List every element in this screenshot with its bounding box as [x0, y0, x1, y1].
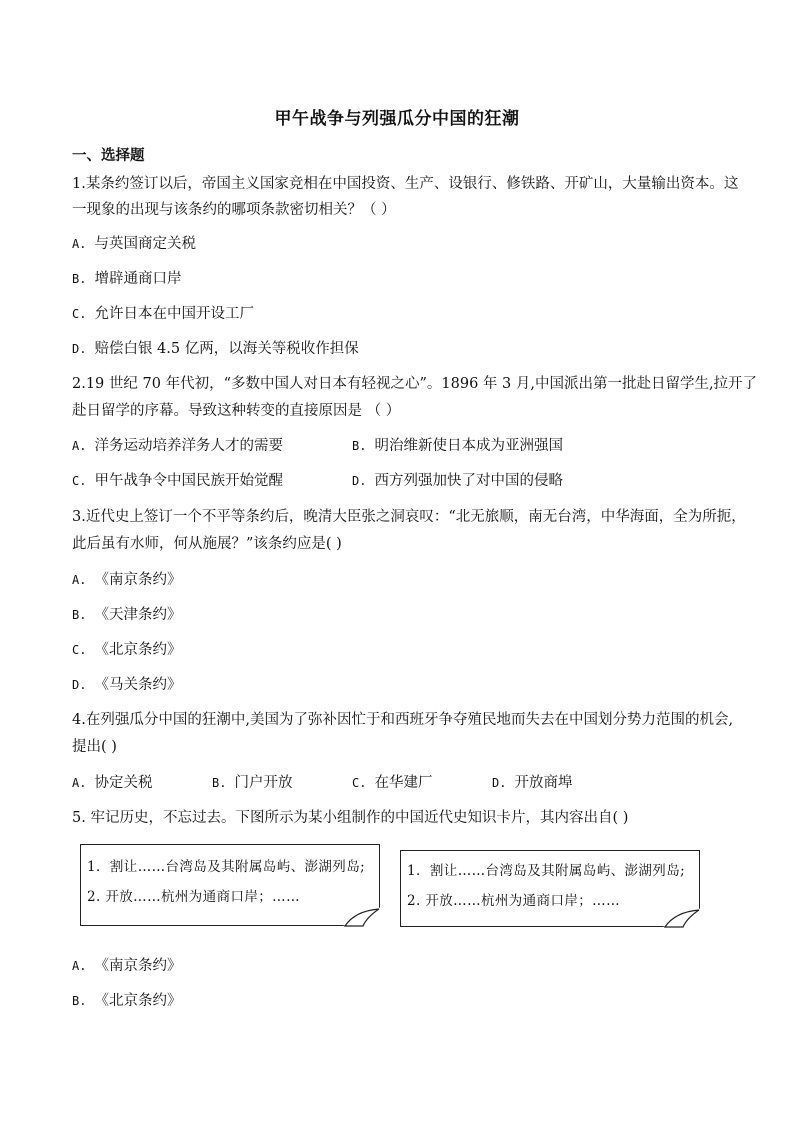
- option-label: A.: [72, 776, 87, 790]
- knowledge-card-right: [400, 850, 700, 927]
- card-row-2: 2. 开放……杭州为通商口岸；……: [87, 889, 300, 905]
- option-text: 赔偿白银 4.5 亿两，以海关等税收作担保: [94, 341, 359, 357]
- option-label: D.: [352, 474, 367, 488]
- option-text: 明治维新使日本成为亚洲强国: [374, 438, 563, 454]
- option-label: B.: [72, 994, 87, 1008]
- option-label: A.: [72, 439, 87, 453]
- q3-option-d[interactable]: [72, 673, 181, 694]
- q4-option-b[interactable]: [212, 771, 292, 792]
- page-title: 甲午战争与列强瓜分中国的狂潮: [274, 109, 520, 129]
- option-label: A.: [72, 959, 87, 973]
- option-label: D.: [72, 342, 87, 356]
- card-row-1: 1．割让……台湾岛及其附属岛屿、澎湖列岛;: [87, 859, 366, 875]
- option-label: B.: [72, 608, 87, 622]
- option-label: B.: [352, 439, 367, 453]
- q1-stem-line2: 一现象的出现与该条约的哪项条款密切相关？（ ）: [72, 202, 396, 218]
- q4-option-d[interactable]: [492, 771, 572, 792]
- option-text: 《马关条约》: [94, 677, 182, 693]
- option-text: 在华建厂: [374, 775, 433, 791]
- q1-option-d[interactable]: [72, 337, 359, 358]
- page-curl-icon: [341, 907, 381, 927]
- q1-option-a[interactable]: [72, 232, 196, 253]
- q3-stem-line1: 3.近代史上签订一个不平等条约后，晚清大臣张之洞哀叹：“北无旅顺，南无台湾，中华海面，全为所扼，: [72, 509, 746, 525]
- q5-stem: 5. 牢记历史，不忘过去。下图所示为某小组制作的中国近代史知识卡片，其内容出自( ): [72, 810, 629, 826]
- knowledge-card-left: [80, 844, 380, 926]
- section-heading: 一、选择题: [72, 147, 145, 164]
- option-label: A.: [72, 237, 87, 251]
- q2-option-c[interactable]: [72, 469, 283, 490]
- q1-option-c[interactable]: [72, 302, 254, 323]
- page-curl-icon: [661, 908, 701, 928]
- option-text: 允许日本在中国开设工厂: [94, 306, 254, 322]
- option-text: 《北京条约》: [94, 993, 182, 1009]
- q3-stem-line2: 此后虽有水师，何从施展？”该条约应是( ): [72, 536, 342, 552]
- option-text: 《南京条约》: [94, 572, 182, 588]
- option-label: B.: [212, 776, 227, 790]
- option-label: A.: [72, 573, 87, 587]
- card-row-1: 1．割让……台湾岛及其附属岛屿、澎湖列岛;: [407, 863, 686, 879]
- q3-option-c[interactable]: [72, 638, 181, 659]
- option-text: 增辟通商口岸: [94, 271, 182, 287]
- q2-stem-line1: 2.19 世纪 70 年代初，“多数中国人对日本有轻视之心”。1896 年 3 月,中国派出第一批赴日留学生,拉开了: [72, 376, 758, 392]
- q5-option-b[interactable]: [72, 989, 181, 1010]
- q2-option-a[interactable]: [72, 434, 283, 455]
- option-text: 甲午战争令中国民族开始觉醒: [94, 473, 283, 489]
- option-label: C.: [352, 776, 367, 790]
- option-text: 洋务运动培养洋务人才的需要: [94, 438, 283, 454]
- q1-option-b[interactable]: [72, 267, 181, 288]
- q1-stem-line1: 1.某条约签订以后，帝国主义国家竞相在中国投资、生产、设银行、修铁路、开矿山，大量输出资本。这: [72, 176, 739, 192]
- q4-option-c[interactable]: [352, 771, 432, 792]
- option-text: 协定关税: [94, 775, 153, 791]
- q3-option-a[interactable]: [72, 568, 181, 589]
- option-label: D.: [72, 678, 87, 692]
- option-text: 与英国商定关税: [94, 236, 196, 252]
- option-label: C.: [72, 307, 87, 321]
- option-label: B.: [72, 272, 87, 286]
- card-row-2: 2. 开放……杭州为通商口岸；……: [407, 893, 620, 909]
- q4-stem-line1: 4.在列强瓜分中国的狂潮中,美国为了弥补因忙于和西班牙争夺殖民地而失去在中国划分势力范围的机会,: [72, 712, 734, 728]
- option-text: 《天津条约》: [94, 607, 182, 623]
- option-text: 《北京条约》: [94, 642, 182, 658]
- option-label: C.: [72, 474, 87, 488]
- option-text: 《南京条约》: [94, 958, 182, 974]
- q5-option-a[interactable]: [72, 954, 181, 975]
- q3-option-b[interactable]: [72, 603, 181, 624]
- q2-option-d[interactable]: [352, 469, 563, 490]
- option-label: C.: [72, 643, 87, 657]
- q2-stem-line2: 赴日留学的序幕。导致这种转变的直接原因是 （ ）: [72, 403, 401, 419]
- option-text: 西方列强加快了对中国的侵略: [374, 473, 563, 489]
- q2-option-b[interactable]: [352, 434, 563, 455]
- q4-stem-line2: 提出( ): [72, 739, 117, 755]
- option-label: D.: [492, 776, 507, 790]
- option-text: 开放商埠: [514, 775, 573, 791]
- q4-option-a[interactable]: [72, 771, 152, 792]
- option-text: 门户开放: [234, 775, 293, 791]
